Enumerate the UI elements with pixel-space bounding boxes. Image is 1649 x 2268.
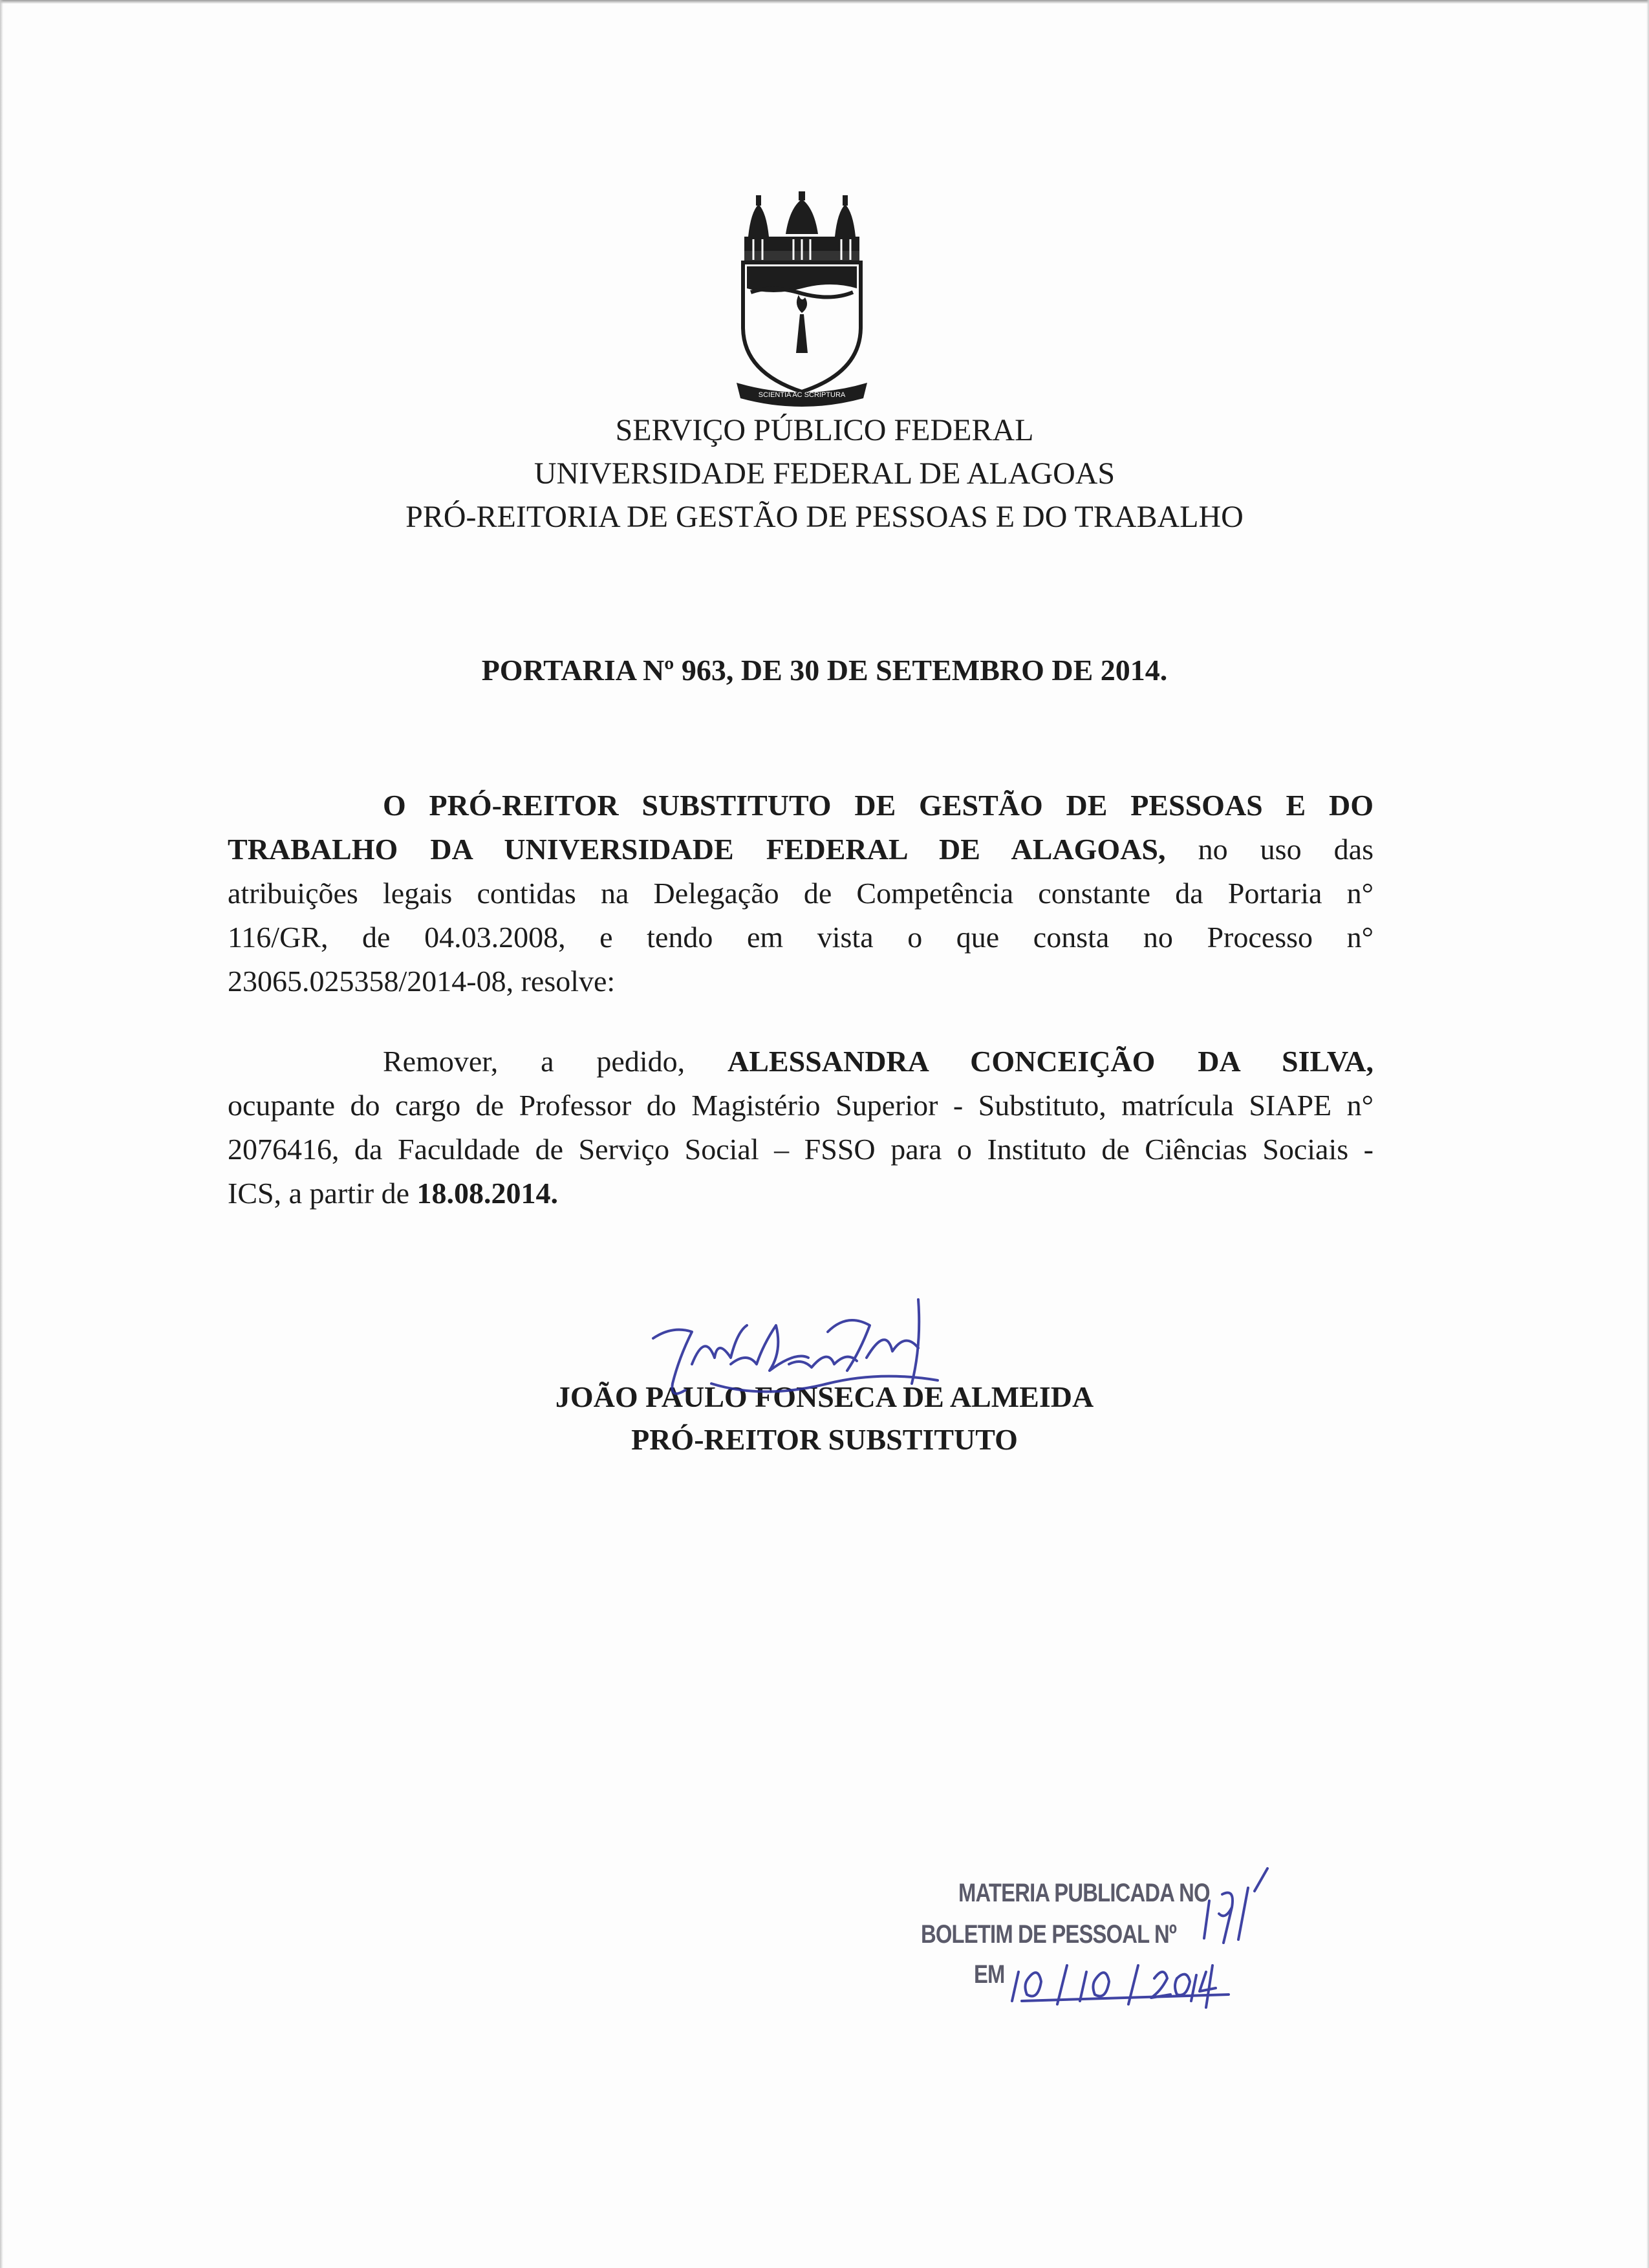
resolution-paragraph: [228, 1040, 1374, 1215]
header-service-name: SERVIÇO PÚBLICO FEDERAL: [615, 413, 1034, 447]
scan-edge: [0, 0, 3, 2268]
stamp-line: EM: [974, 1960, 1005, 1989]
header-university-name: UNIVERSIDADE FEDERAL DE ALAGOAS: [534, 456, 1116, 491]
preamble-line: 116/GR, de 04.03.2008, e tendo em vista o que consta no Processo n°: [228, 921, 1374, 954]
scan-edge: [1646, 0, 1649, 2268]
resolution-line: ocupante do cargo de Professor do Magistério Superior - Substituto, matrícula SIAPE n°: [228, 1089, 1374, 1122]
resolution-line: 2076416, da Faculdade de Serviço Social – FSSO para o Instituto de Ciências Sociais -: [228, 1133, 1374, 1166]
university-coat-of-arms-icon: [734, 191, 870, 411]
stamp-line: MATERIA PUBLICADA NO: [958, 1879, 1210, 1907]
publication-stamp: [905, 1862, 1306, 2011]
signatory-role: PRÓ-REITOR SUBSTITUTO: [631, 1423, 1018, 1456]
preamble-line: 23065.025358/2014-08, resolve:: [228, 965, 616, 998]
employee-name: ALESSANDRA CONCEIÇÃO DA SILVA,: [727, 1045, 1374, 1078]
preamble-line: atribuições legais contidas na Delegação de Competência constante da Portaria n°: [228, 877, 1374, 910]
preamble-bold-text: TRABALHO DA UNIVERSIDADE FEDERAL DE ALAGOAS,: [228, 833, 1166, 866]
effective-date: 18.08.2014.: [416, 1177, 559, 1210]
preamble-text: no uso das: [1165, 833, 1374, 866]
emblem-motto: SCIENTIA AC SCRIPTURA: [758, 391, 846, 399]
preamble-line: [228, 828, 1374, 872]
scan-edge: [0, 0, 1649, 4]
resolution-line: [228, 1040, 1374, 1084]
stamp-line: BOLETIM DE PESSOAL Nº: [921, 1920, 1177, 1949]
resolution-line: [228, 1171, 1374, 1215]
resolution-text: ICS, a partir de: [228, 1177, 417, 1210]
preamble-line: O PRÓ-REITOR SUBSTITUTO DE GESTÃO DE PESSOAS E DO: [383, 789, 1374, 822]
header-department-name: PRÓ-REITORIA DE GESTÃO DE PESSOAS E DO TRABALHO: [405, 500, 1244, 534]
preamble-paragraph: [228, 784, 1374, 1003]
portaria-title: PORTARIA Nº 963, DE 30 DE SETEMBRO DE 2014.: [481, 654, 1168, 687]
signature-block: [0, 1376, 1649, 1461]
resolution-intro: Remover, a pedido,: [383, 1045, 727, 1078]
signatory-name: JOÃO PAULO FONSECA DE ALMEIDA: [555, 1380, 1094, 1413]
